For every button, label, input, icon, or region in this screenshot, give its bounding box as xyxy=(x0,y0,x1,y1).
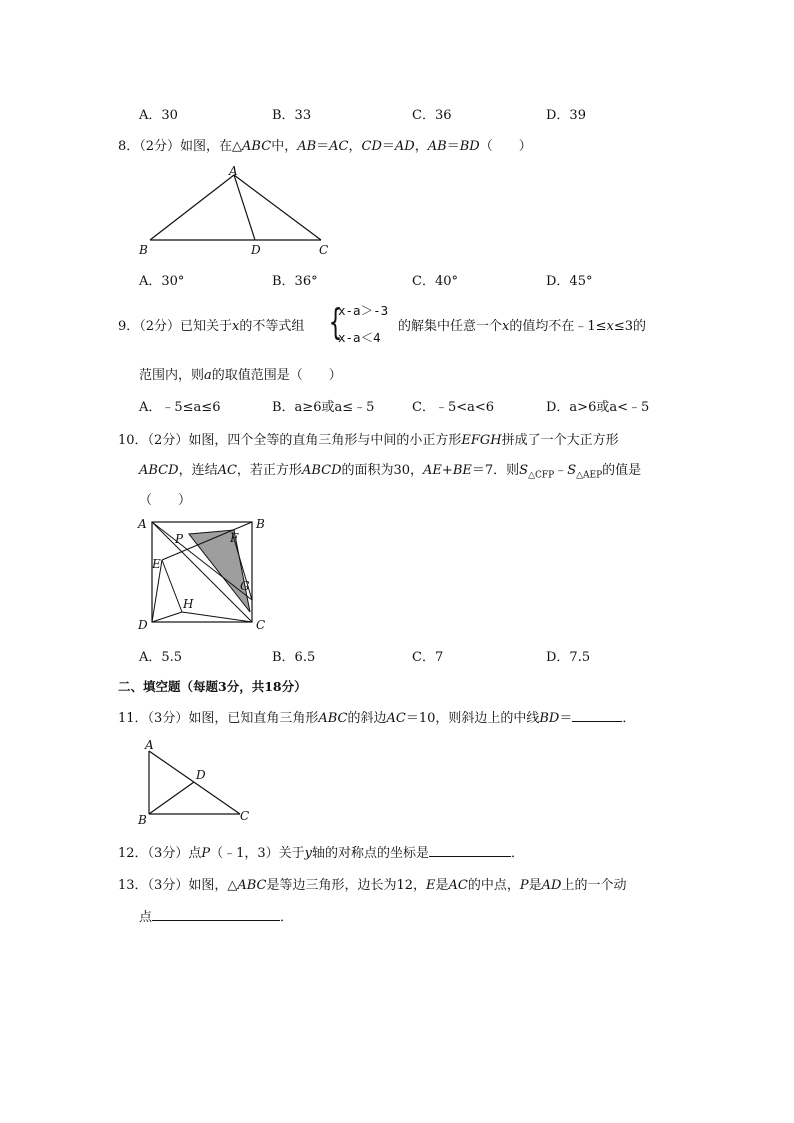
q11-stem: 11．（3分）如图，已知直角三角形ABC的斜边AC＝10，则斜边上的中线BD＝ ． xyxy=(118,711,636,726)
q11-label-a: A xyxy=(145,738,154,752)
q9-option-b: B．a≥6或a≤﹣5 xyxy=(272,400,375,415)
q8-triangle-figure xyxy=(136,160,336,260)
q10-label-f: F xyxy=(230,531,239,545)
q10-label-b: B xyxy=(256,517,265,531)
q10-option-c: C．7 xyxy=(412,650,444,665)
q10-square-figure xyxy=(134,512,274,637)
q10-segment-hc xyxy=(182,612,252,622)
q10-option-a: A．5.5 xyxy=(139,650,183,665)
q10-shaded-triangle xyxy=(189,530,250,612)
q10-segment-dh xyxy=(152,612,182,622)
q10-option-b: B．6.5 xyxy=(272,650,316,665)
q9-option-a: A．﹣5≤a≤6 xyxy=(139,400,221,415)
q11-triangle-figure xyxy=(136,738,261,828)
q10-label-e: E xyxy=(152,557,161,571)
q10-label-d: D xyxy=(138,618,148,632)
q10-label-g: G xyxy=(240,579,250,593)
q8-segment-ad xyxy=(234,175,255,240)
q13-stem-line1: 13．（3分）如图，△ABC是等边三角形，边长为12，E是AC的中点，P是AD上的一个动 xyxy=(118,878,627,893)
q8-stem: 8．（2分）如图，在△ABC中，AB＝AC，CD＝AD，AB＝BD（ ） xyxy=(118,139,532,154)
section-fill-in-title: 二、填空题（每题3分，共18分） xyxy=(118,679,307,694)
q8-label-a: A xyxy=(229,164,238,178)
q9-inequality-2: x-a＜4 xyxy=(338,330,381,345)
q8-option-c: C．40° xyxy=(412,274,458,289)
q10-stem-line2: ABCD，连结AC，若正方形ABCD的面积为30，AE+BE＝7．则$S_{\triangle CFP}﹣S_{\triangle AEP}$的值是 xyxy=(139,463,642,481)
q8-segment-ab xyxy=(150,175,234,240)
q13-answer-blank[interactable] xyxy=(152,908,280,921)
q11-answer-blank[interactable] xyxy=(572,709,622,722)
q8-label-b: B xyxy=(139,243,148,257)
q9-option-d: D．a>6或a<﹣5 xyxy=(546,400,650,415)
q9-stem-post: 的解集中任意一个x的值均不在﹣1≤x≤3的 xyxy=(398,319,647,334)
q12-answer-blank[interactable] xyxy=(429,844,511,857)
q7-option-d: D．39 xyxy=(546,108,586,123)
q7-option-a: A．30 xyxy=(139,108,178,123)
q10-label-a: A xyxy=(138,517,147,531)
q10-stem-line3: （ ） xyxy=(139,493,192,508)
q13-stem-line2: 点 ． xyxy=(139,910,294,925)
q8-segment-ac xyxy=(234,175,321,240)
q11-label-b: B xyxy=(138,813,147,827)
q9-stem-line2: 范围内，则a的取值范围是（ ） xyxy=(139,368,342,383)
q11-label-c: C xyxy=(240,809,250,823)
q7-option-c: C．36 xyxy=(412,108,452,123)
q10-label-h: H xyxy=(183,597,194,611)
q11-label-d: D xyxy=(196,768,206,782)
q8-label-c: C xyxy=(319,243,329,257)
q10-label-p: P xyxy=(175,532,184,546)
q12-stem: 12．（3分）点P（﹣1，3）关于y轴的对称点的坐标是 ． xyxy=(118,846,525,861)
q8-label-d: D xyxy=(251,243,261,257)
q9-system-brace: { xyxy=(328,302,343,343)
q10-label-c: C xyxy=(256,618,266,632)
q11-segment-bd xyxy=(149,782,194,814)
q10-segment-eh xyxy=(162,560,182,612)
q10-option-d: D．7.5 xyxy=(546,650,591,665)
q8-option-b: B．36° xyxy=(272,274,318,289)
q9-stem-pre: 9．（2分）已知关于x的不等式组 xyxy=(118,319,305,334)
q10-stem-line1: 10．（2分）如图，四个全等的直角三角形与中间的小正方形EFGH拼成了一个大正方形 xyxy=(118,433,619,448)
q7-option-b: B．33 xyxy=(272,108,312,123)
q8-option-a: A．30° xyxy=(139,274,185,289)
q9-option-c: C．﹣5<a<6 xyxy=(412,400,495,415)
q8-option-d: D．45° xyxy=(546,274,593,289)
q9-inequality-1: x-a＞-3 xyxy=(338,303,389,318)
